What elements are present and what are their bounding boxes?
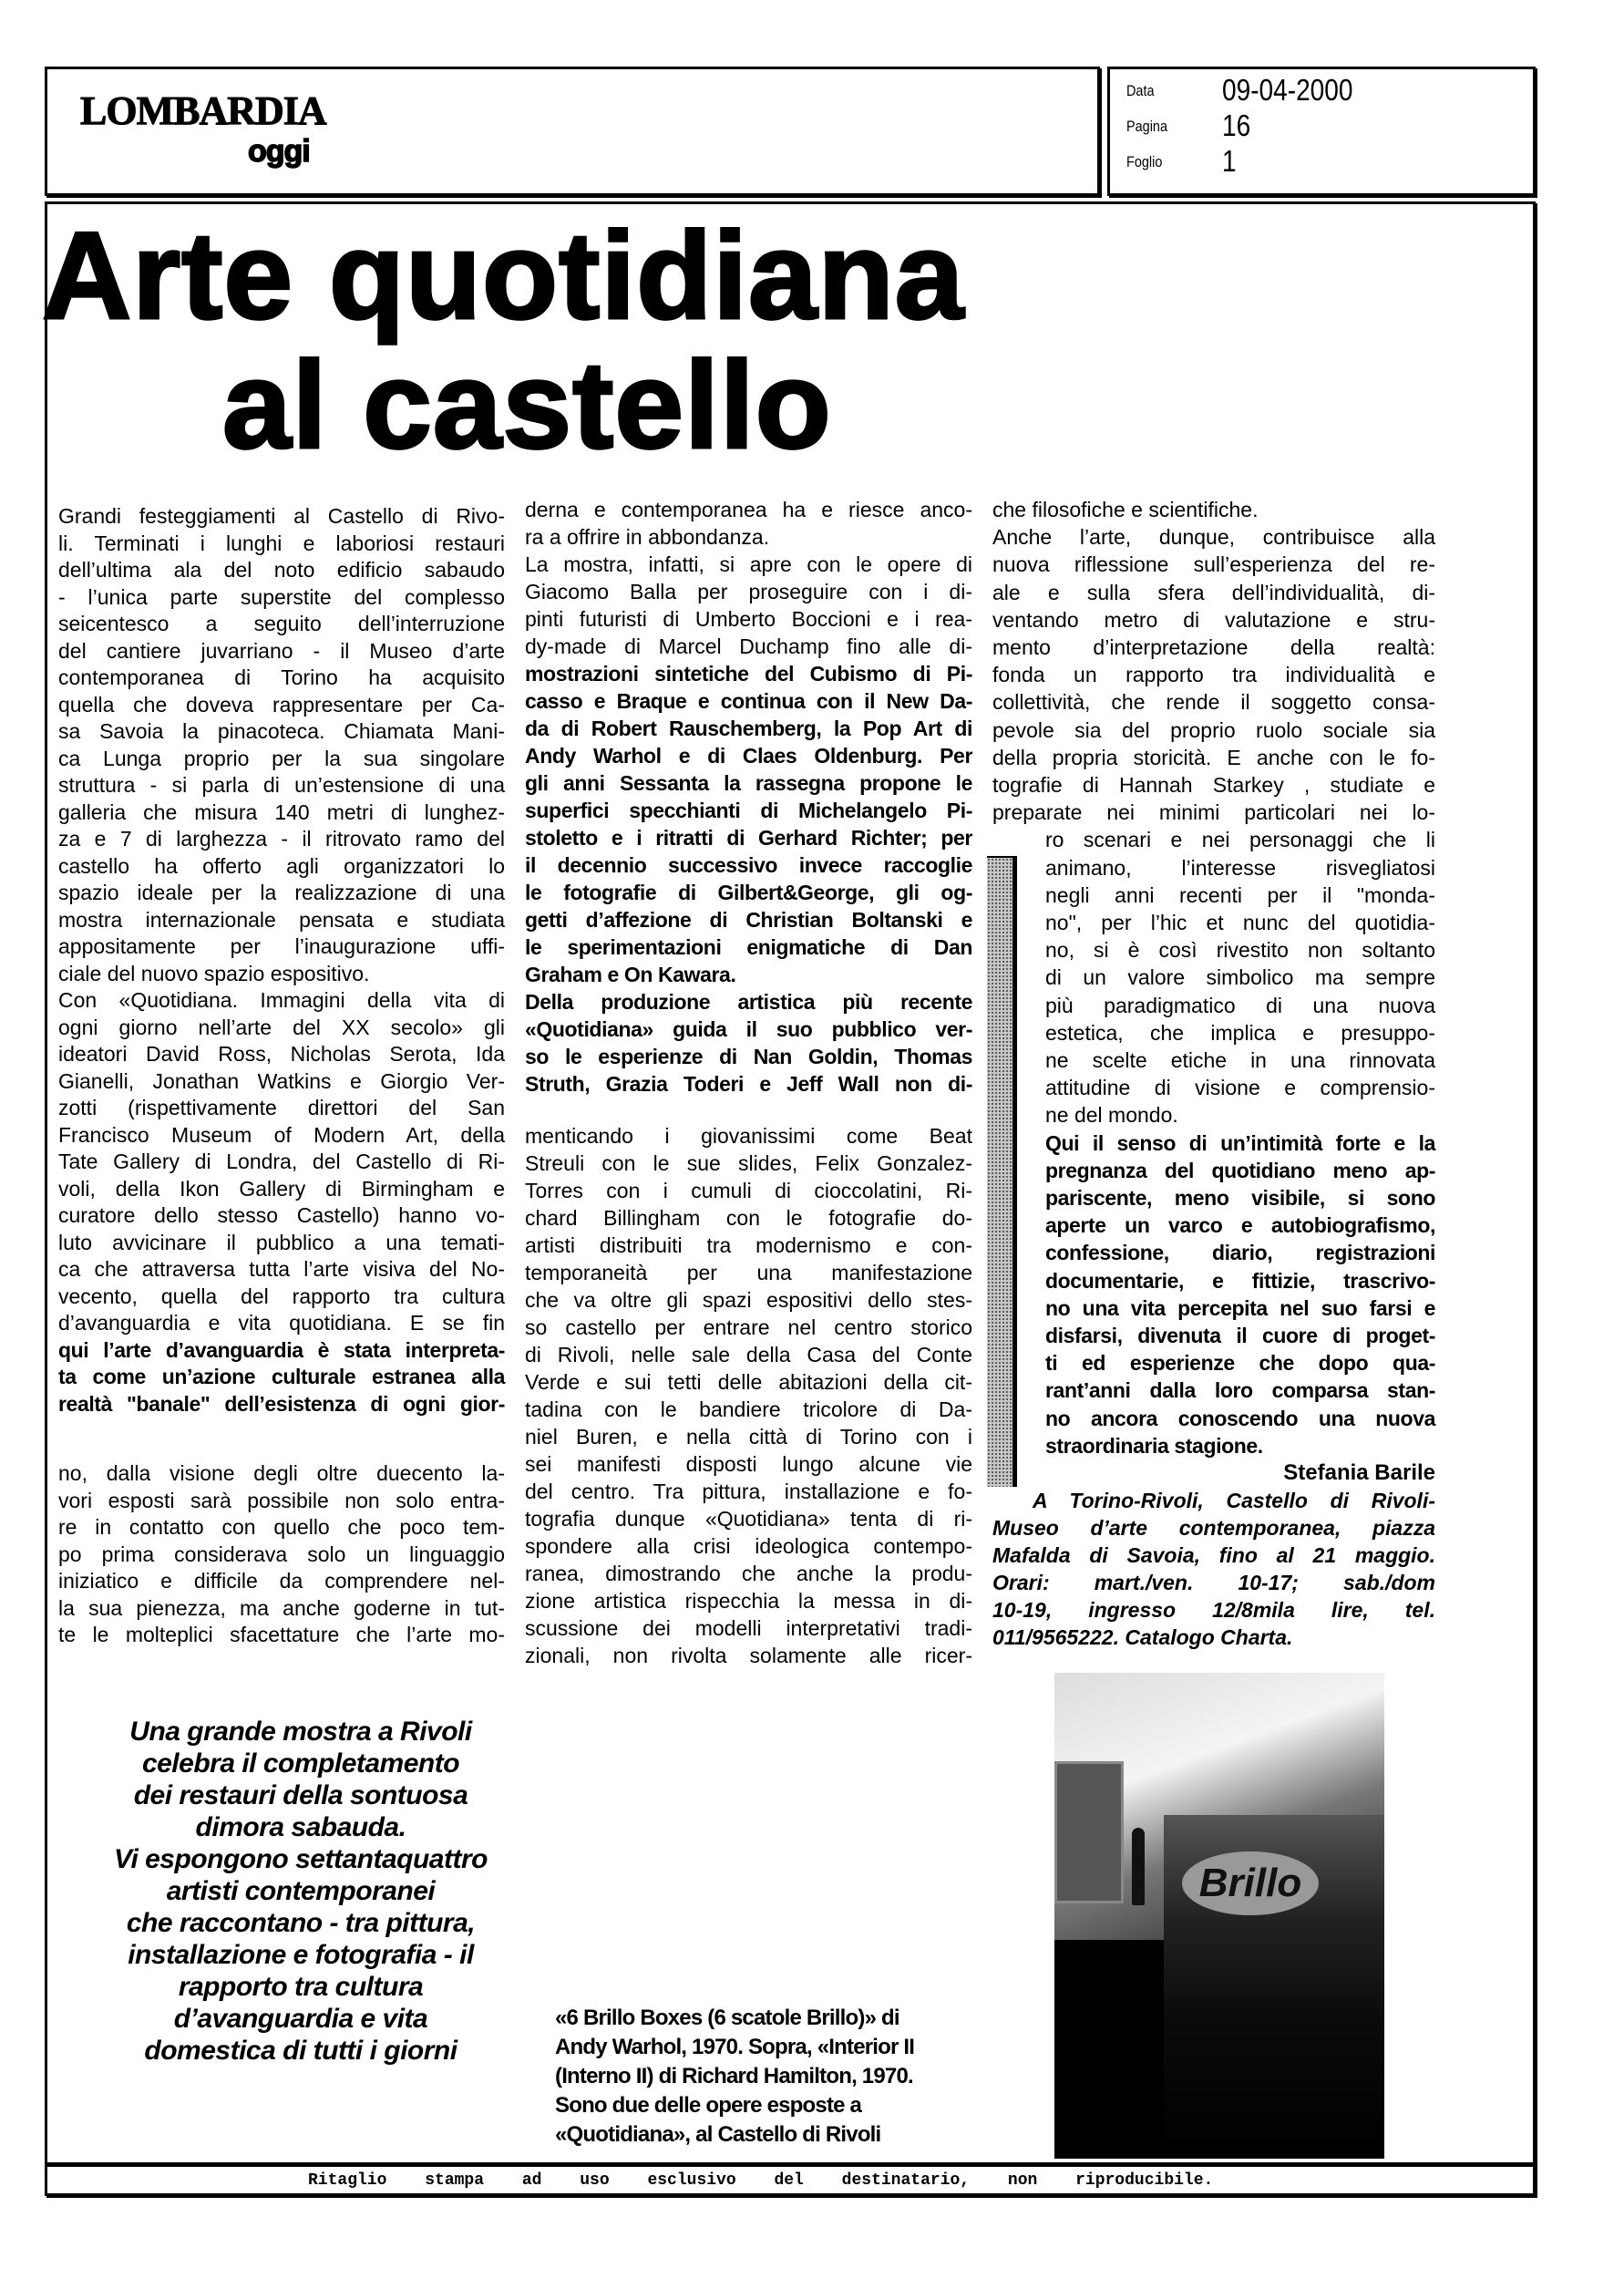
caption-line: «6 Brillo Boxes (6 scatole Brillo)» di — [555, 2006, 899, 2030]
article-line: estetica, che implica e presuppo- — [1045, 1020, 1435, 1045]
article-line: derna e contemporanea ha e riesce anco- — [525, 498, 972, 521]
author-signature: Stefania Barile — [1283, 1460, 1435, 1485]
article-line: quella che doveva rappresentare per Ca- — [58, 692, 505, 717]
date-value: 09-04-2000 — [1222, 73, 1353, 107]
article-line: castello ha offerto agli organizzatori lo — [58, 853, 505, 878]
article-line: animano, l’interesse risvegliatosi — [1045, 855, 1435, 880]
exhibition-info-line: 10-19, ingresso 12/8mila lire, tel. — [992, 1598, 1435, 1622]
brillo-lettering: Brillo — [1182, 1851, 1319, 1915]
article-line: Verde e sui tetti delle abitazioni della cit- — [525, 1370, 972, 1394]
article-line: ideatori David Ross, Nicholas Serota, Ida — [58, 1042, 505, 1066]
article-line: Tate Gallery di Londra, del Castello di Ri- — [58, 1150, 505, 1173]
article-line: temporaneità per una manifestazione — [525, 1261, 972, 1284]
pull-quote-line: Vi espongono settantaquattro — [114, 1844, 488, 1874]
article-line: curatore dello stesso Castello) hanno vo- — [58, 1203, 505, 1227]
pull-quote-line: d’avanguardia e vita — [173, 2004, 428, 2034]
article-line: le sperimentazioni enigmatiche di Dan — [525, 935, 972, 959]
article-line: le fotografie di Gilbert&George, gli og- — [525, 881, 972, 904]
article-line: confessione, diario, registrazioni — [1045, 1241, 1435, 1265]
article-line: «Quotidiana» guida il suo pubblico ver- — [525, 1017, 972, 1041]
article-line: di Rivoli, nelle sale della Casa del Conte — [525, 1343, 972, 1366]
article-line: getti d’affezione di Christian Boltanski e — [525, 908, 972, 932]
caption-line: Sono due delle opere esposte a — [555, 2093, 862, 2118]
article-line: che filosofiche e scientifiche. — [992, 498, 1259, 521]
pull-quote — [91, 1716, 510, 2067]
date-label: Data — [1126, 82, 1155, 99]
article-line: menticando i giovanissimi come Beat — [525, 1124, 972, 1148]
article-line: Graham e On Kawara. — [525, 963, 736, 986]
pull-quote-line: Una grande mostra a Rivoli — [129, 1717, 472, 1747]
article-line: Della produzione artistica più recente — [525, 990, 972, 1014]
article-line: collettività, che rende il soggetto consa- — [992, 690, 1435, 715]
article-line: po prima considerava solo un linguaggio — [58, 1542, 505, 1566]
article-line: tadina con le bandiere tricolore di Da- — [525, 1397, 972, 1421]
article-line: realtà "banale" dell’esistenza di ogni gior- — [58, 1391, 505, 1416]
article-line: ne scelte etiche in una rinnovata — [1045, 1048, 1435, 1072]
pull-quote-line: rapporto tra cultura — [178, 1972, 424, 2002]
newspaper-logo: LOMBARDIA — [80, 88, 326, 133]
article-line: mento d’interpretazione della realtà: — [992, 635, 1435, 659]
article-line: pevole sia del proprio ruolo sociale sia — [992, 717, 1435, 742]
article-line: di un valore simbolico ma sempre — [1045, 965, 1435, 990]
page-value: 16 — [1222, 108, 1251, 142]
article-line: so castello per entrare nel centro storico — [525, 1315, 972, 1339]
article-line: Gianelli, Jonathan Watkins e Giorgio Ver- — [58, 1068, 505, 1093]
article-line: del cantiere juvarriano - il Museo d’arte — [58, 638, 505, 663]
article-line: ale e sulla sfera dell’individualità, di- — [992, 580, 1435, 604]
article-line: luto avvicinare il pubblico a una temati- — [58, 1230, 505, 1254]
article-line: iniziatico e difficile da comprendere nel- — [58, 1569, 505, 1593]
pull-quote-line: celebra il completamento — [141, 1748, 460, 1779]
article-line: ca Lunga proprio per la sua singolare — [58, 746, 505, 770]
article-line: mostrazioni sintetiche del Cubismo di Pi- — [525, 662, 972, 686]
article-line: pariscente, meno visibile, si sono — [1045, 1186, 1435, 1210]
article-line: ti ed esperienze che dopo qua- — [1045, 1351, 1435, 1376]
article-line: dy-made di Marcel Duchamp fino alle di- — [525, 634, 972, 658]
article-line: ogni giorno nell’arte del XX secolo» gli — [58, 1015, 505, 1039]
article-line: struttura - si parla di un’estensione di una — [58, 773, 505, 797]
photo-painting — [1054, 1761, 1124, 1903]
caption-line: (Interno II) di Richard Hamilton, 1970. — [555, 2064, 913, 2088]
caption-line: «Quotidiana», al Castello di Rivoli — [555, 2122, 881, 2147]
article-line: superfici specchianti di Michelangelo Pi- — [525, 799, 972, 822]
exhibition-info-line: 011/9565222. Catalogo Charta. — [992, 1625, 1293, 1649]
article-line: no, si è così rivestito non soltanto — [1045, 938, 1435, 963]
pull-quote-line: installazione e fotografia - il — [128, 1940, 474, 1970]
article-line: della propria storicità. E anche con le fo- — [992, 745, 1435, 769]
copyright-notice: Ritaglio stampa ad uso esclusivo del destinatario, non riproducibile. — [308, 2171, 1214, 2190]
article-line: più paradigmatico di una nuova — [1045, 993, 1435, 1017]
article-line: za e 7 di larghezza - il ritrovato ramo del — [58, 827, 505, 851]
headline-line-2: al castello — [222, 335, 832, 474]
article-line: ciale del nuovo spazio espositivo. — [58, 961, 370, 985]
article-line: ro scenari e nei personaggi che li — [1045, 828, 1435, 852]
article-line: negli anni recenti per il "monda- — [1045, 882, 1435, 907]
article-line: so le esperienze di Nan Goldin, Thomas — [525, 1045, 972, 1068]
article-line: stoletto e i ritratti di Gerhard Richter; per — [525, 826, 972, 850]
article-line: spazio ideale per la realizzazione di una — [58, 881, 505, 904]
sheet-value: 1 — [1222, 144, 1237, 178]
article-line: galleria che misura 140 metri di lunghez- — [58, 799, 505, 824]
article-line: Anche l’arte, dunque, contribuisce alla — [992, 525, 1435, 550]
article-line: ca che attraversa tutta l’arte visiva del No- — [58, 1257, 505, 1281]
article-line: Francisco Museum of Modern Art, della — [58, 1122, 505, 1147]
article-line: zotti (rispettivamente direttori del San — [58, 1096, 505, 1119]
article-line: tografia dunque «Quotidiana» tenta di ri- — [525, 1507, 972, 1531]
exhibition-info-line: Mafalda di Savoia, fino al 21 maggio. — [992, 1543, 1435, 1567]
article-line: da di Robert Rauschemberg, la Pop Art di — [525, 717, 972, 740]
article-line: ventando metro di valutazione e stru- — [992, 607, 1435, 632]
article-line: del centro. Tra pittura, installazione e fo- — [525, 1480, 972, 1503]
article-line: pinti futuristi di Umberto Boccioni e i rea- — [525, 607, 972, 631]
article-line: il decennio successivo invece raccoglie — [525, 853, 972, 877]
photo-visitor — [1132, 1828, 1145, 1905]
article-line: spondere alla crisi ideologica contempo- — [525, 1534, 972, 1558]
article-line: Andy Warhol e di Claes Oldenburg. Per — [525, 744, 972, 768]
article-line: Giacomo Balla per proseguire con i di- — [525, 580, 972, 603]
article-line: preparate nei minimi particolari nei lo- — [992, 800, 1435, 825]
photo-caption — [555, 2004, 1002, 2150]
article-line: sa Savoia la pinacoteca. Chiamata Mani- — [58, 719, 505, 743]
article-line: mostra internazionale pensata e studiata — [58, 907, 505, 932]
article-line: casso e Braque e continua con il New Da- — [525, 689, 972, 713]
photo-brillo-box — [1164, 1815, 1384, 2159]
article-line: li. Terminati i lunghi e laboriosi restauri — [58, 531, 505, 555]
article-line: sei manifesti disposti lungo alcune vie — [525, 1452, 972, 1476]
article-line: artisti distribuiti tra modernismo e con- — [525, 1233, 972, 1257]
article-line: d’avanguardia e vita quotidiana. E se fin — [58, 1311, 505, 1335]
article-line: no", per l’hic et nunc del quotidia- — [1045, 911, 1435, 934]
exhibition-info-line: A Torino-Rivoli, Castello di Rivoli- — [1033, 1489, 1435, 1512]
caption-line: Andy Warhol, 1970. Sopra, «Interior II — [555, 2035, 915, 2059]
article-line: ta come un’azione culturale estranea alla — [58, 1365, 505, 1388]
pull-quote-line: che raccontano - tra pittura, — [126, 1908, 476, 1938]
article-line: no, dalla visione degli oltre duecento la- — [58, 1461, 505, 1485]
exhibition-info-line: Museo d’arte contemporanea, piazza — [992, 1516, 1435, 1540]
article-line: seicentesco a seguito dell’interruzione — [58, 612, 505, 635]
article-line: ra a offrire in abbondanza. — [525, 525, 770, 549]
article-line: vori esposti sarà possibile non solo entra- — [58, 1488, 505, 1512]
article-line: Con «Quotidiana. Immagini della vita di — [58, 988, 505, 1012]
article-line: Struth, Grazia Toderi e Jeff Wall non di- — [525, 1072, 972, 1096]
article-line: contemporanea di Torino ha acquisito — [58, 665, 505, 689]
article-line: Grandi festeggiamenti al Castello di Rivo- — [58, 504, 505, 528]
article-line: ranea, dimostrando che anche la produ- — [525, 1562, 972, 1585]
article-line: appositamente per l’inaugurazione uffi- — [58, 934, 505, 958]
article-line: ne del mondo. — [1045, 1103, 1178, 1128]
article-line: qui l’arte d’avanguardia è stata interpreta- — [58, 1337, 505, 1362]
article-line: no una vita percepita nel suo farsi e — [1045, 1295, 1435, 1320]
article-line: documentarie, e fittizie, trascrivo- — [1045, 1268, 1435, 1293]
sheet-label: Foglio — [1126, 153, 1163, 170]
article-line: dell’ultima ala del noto edificio sabaudo — [58, 558, 505, 582]
brillo-boxes-photo — [1054, 1673, 1384, 2159]
article-line: tografie di Hannah Starkey , studiate e — [992, 773, 1435, 797]
article-line: vecento, quella del rapporto tra cultura — [58, 1284, 505, 1308]
article-line: niel Buren, e nella città di Torino con i — [525, 1425, 972, 1449]
article-line: Torres con i cumuli di cioccolatini, Ri- — [525, 1179, 972, 1202]
article-line: pregnanza del quotidiano meno ap- — [1045, 1158, 1435, 1182]
article-line: che va oltre gli spazi espositivi dello stes- — [525, 1288, 972, 1312]
article-line: disfarsi, divenuta il cuore di proget- — [1045, 1324, 1435, 1347]
exhibition-info-line: Orari: mart./ven. 10-17; sab./dom — [992, 1571, 1435, 1594]
article-line: attitudine di visione e comprensio- — [1045, 1076, 1435, 1100]
article-line: fonda un rapporto tra individualità e — [992, 663, 1435, 687]
article-line: Qui il senso di un’intimità forte e la — [1045, 1130, 1435, 1155]
article-line: straordinaria stagione. — [1045, 1433, 1263, 1458]
article-line: rant’anni dalla loro comparsa stan- — [1045, 1378, 1435, 1403]
article-line: la sua pienezza, ma anche goderne in tut- — [58, 1595, 505, 1620]
article-line: no ancora conoscendo una nuova — [1045, 1406, 1435, 1430]
photo-edge-strip — [987, 856, 1017, 1487]
article-line: zione artistica rispecchia la messa in di- — [525, 1589, 972, 1613]
headline-line-1: Arte quotidiana — [42, 206, 965, 345]
pull-quote-line: dei restauri della sontuosa — [133, 1780, 468, 1810]
article-line: aperte un varco e autobiografismo, — [1045, 1213, 1435, 1238]
article-line: chard Billingham con le fotografie do- — [525, 1206, 972, 1230]
page-label: Pagina — [1126, 118, 1167, 135]
article-line: scussione dei modelli interpretativi tradi- — [525, 1616, 972, 1640]
pull-quote-line: domestica di tutti i giorni — [144, 2036, 457, 2066]
article-line: gli anni Sessanta la rassegna propone le — [525, 771, 972, 795]
article-line: - l’unica parte superstite del complesso — [58, 584, 505, 609]
article-line: nuova riflessione sull’esperienza del re- — [992, 552, 1435, 577]
article-line: Streuli con le sue slides, Felix Gonzalez- — [525, 1151, 972, 1175]
article-line: re in contatto con quello che poco tem- — [58, 1515, 505, 1539]
pull-quote-line: artisti contemporanei — [166, 1876, 436, 1906]
article-line: La mostra, infatti, si apre con le opere di — [525, 552, 972, 576]
article-line: zionali, non rivolta solamente alle ricer- — [525, 1644, 972, 1667]
article-line: voli, della Ikon Gallery di Birmingham e — [58, 1176, 505, 1201]
newspaper-logo-sub: oggi — [248, 134, 310, 169]
article-line: te le molteplici sfacettature che l’arte mo- — [58, 1623, 505, 1646]
pull-quote-line: dimora sabauda. — [195, 1812, 406, 1842]
